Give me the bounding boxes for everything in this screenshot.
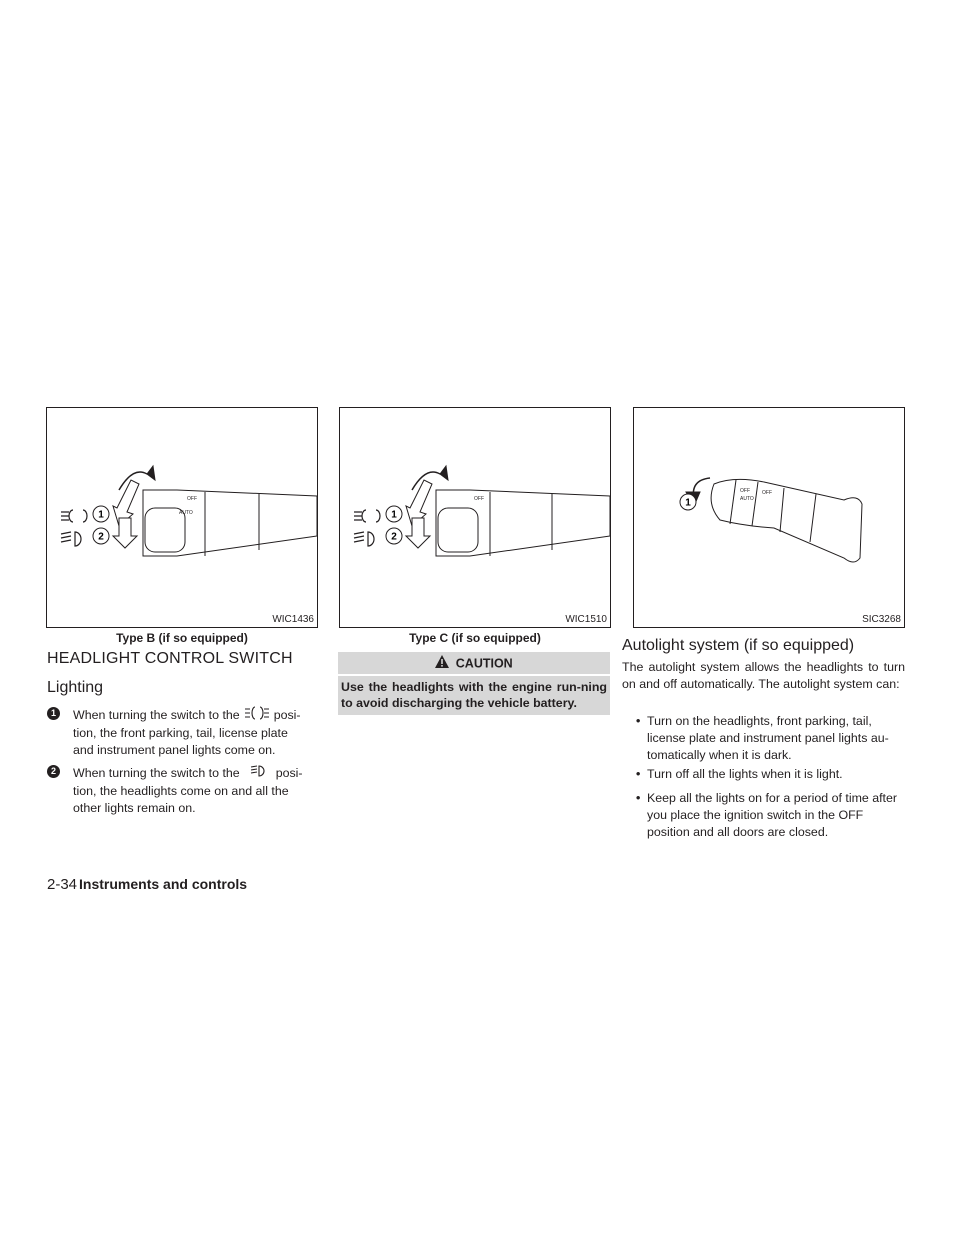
- list-item: [636, 713, 905, 764]
- svg-text:OFF: OFF: [187, 496, 197, 502]
- switch-illustration-autolight: [634, 408, 904, 627]
- item-text: tion, the headlights come on and all the other lights remain on.: [73, 784, 289, 815]
- figure-caption: Type C (if so equipped): [409, 631, 541, 645]
- callout-number: 1: [98, 509, 104, 521]
- item-lead: When turning the switch to the: [73, 708, 240, 722]
- item-text: tion, the front parking, tail, license plate and instrument panel lights come on.: [73, 726, 288, 757]
- figure-code: WIC1510: [565, 614, 607, 625]
- parking-light-icon: [61, 510, 87, 522]
- callout-number: 2: [391, 531, 397, 543]
- section-heading: HEADLIGHT CONTROL SWITCH: [47, 650, 293, 667]
- svg-text:AUTO: AUTO: [740, 496, 754, 502]
- figure-code: SIC3268: [862, 614, 901, 625]
- paragraph: The autolight system allows the headlights to turn on and off automatically. The autolight system can:: [622, 660, 905, 691]
- caution-header: [338, 652, 610, 674]
- caution-title: CAUTION: [455, 656, 513, 671]
- item-after: posi-: [273, 708, 301, 722]
- item-after: posi-: [275, 766, 303, 780]
- figure-type-c: [339, 407, 611, 628]
- switch-illustration-type-c: [340, 408, 610, 627]
- list-item: [636, 766, 905, 783]
- svg-text:OFF: OFF: [740, 488, 750, 494]
- subsection-heading: Lighting: [47, 679, 104, 696]
- switch-illustration-type-b: [47, 408, 317, 627]
- figure-type-b: [46, 407, 318, 628]
- bullet-text: Keep all the lights on for a period of time after you place the ignition switch in the OFF position and all doors are closed.: [647, 791, 898, 839]
- figure-autolight: [633, 407, 905, 628]
- page-number: 2-34: [47, 876, 78, 893]
- svg-text:OFF: OFF: [474, 496, 484, 502]
- svg-text:OFF: OFF: [762, 490, 772, 496]
- svg-text:AUTO: AUTO: [179, 510, 193, 516]
- bullet-text: Turn on the headlights, front parking, tail, license plate and instrument panel lights au-tomatically when it is dark.: [647, 714, 889, 762]
- subsection-heading: Autolight system (if so equipped): [622, 637, 855, 654]
- parking-light-icon: [244, 706, 270, 725]
- callout-number: 1: [685, 497, 691, 509]
- caution-text: Use the headlights with the engine run-ning to avoid discharging the vehicle battery.: [338, 676, 610, 715]
- list-item: [47, 764, 307, 817]
- callout-number: 1: [391, 509, 397, 521]
- item-number-1: 1: [47, 707, 60, 720]
- warning-icon: [435, 653, 449, 675]
- bullet-icon: •: [636, 767, 641, 781]
- list-item: [47, 706, 307, 759]
- bullet-icon: •: [636, 791, 641, 805]
- item-lead: When turning the switch to the: [73, 766, 240, 780]
- headlight-icon: [354, 532, 374, 546]
- list-item: [636, 790, 905, 841]
- figure-caption: Type B (if so equipped): [116, 631, 248, 645]
- headlight-icon: [250, 764, 266, 783]
- section-name: Instruments and controls: [79, 876, 248, 892]
- page-footer: [47, 876, 247, 893]
- item-number-2: 2: [47, 765, 60, 778]
- bullet-text: Turn off all the lights when it is light.: [647, 767, 843, 781]
- parking-light-icon: [354, 510, 380, 522]
- figure-code: WIC1436: [272, 614, 314, 625]
- headlight-icon: [61, 532, 81, 546]
- bullet-icon: •: [636, 714, 641, 728]
- callout-number: 2: [98, 531, 104, 543]
